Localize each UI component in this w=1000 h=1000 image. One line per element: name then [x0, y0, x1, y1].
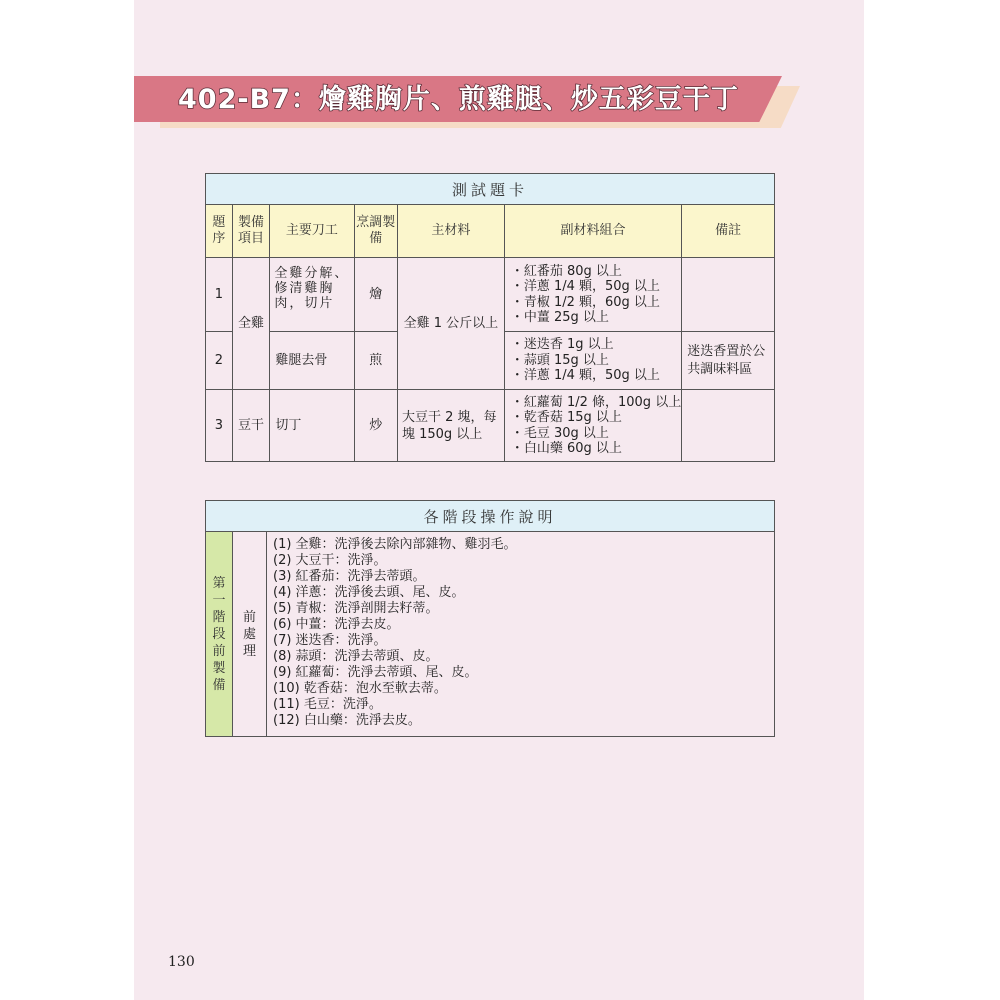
list-item: (7) 迷迭香：洗淨。 — [273, 633, 387, 648]
list-item: ・ 紅番茄 80g 以上 — [511, 264, 681, 280]
list-item: ・ 白山藥 60g 以上 — [511, 441, 681, 457]
row3-seq: 3 — [206, 390, 233, 462]
list-item: ・ 中薑 25g 以上 — [511, 310, 681, 326]
list-item: ・ 洋蔥 1/4 顆，50g 以上 — [511, 279, 681, 295]
list-item: (12) 白山藥：洗淨去皮。 — [273, 713, 421, 728]
list-item: (1) 全雞：洗淨後去除內部雜物、雞羽毛。 — [273, 537, 517, 552]
list-item: (6) 中薑：洗淨去皮。 — [273, 617, 400, 632]
stage-label-cell — [206, 532, 233, 737]
row2-knife: 雞腿去骨 — [270, 332, 354, 390]
sub-stage-label: 前 處 理 — [242, 609, 256, 659]
test-card-title: 測試題卡 — [206, 174, 775, 205]
header-main: 主材料 — [397, 205, 504, 258]
list-item: ・ 紅蘿蔔 1/2 條，100g 以上 — [511, 395, 681, 411]
list-item: ・ 洋蔥 1/4 顆，50g 以上 — [511, 368, 681, 384]
list-item: ・ 迷迭香 1g 以上 — [511, 337, 681, 353]
list-item: ・ 毛豆 30g 以上 — [511, 426, 681, 442]
list-item: (4) 洋蔥：洗淨後去頭、尾、皮。 — [273, 585, 465, 600]
operations-title: 各階段操作說明 — [206, 501, 775, 532]
table-row — [206, 258, 775, 332]
header-cook: 烹調製備 — [354, 205, 397, 258]
steps-list — [267, 532, 774, 734]
row2-side-list — [505, 337, 681, 384]
list-item: (2) 大豆干：洗淨。 — [273, 553, 387, 568]
header-knife: 主要刀工 — [270, 205, 354, 258]
row3-knife: 切丁 — [270, 390, 354, 462]
operations-table — [205, 500, 775, 737]
list-item: (5) 青椒：洗淨剖開去籽蒂。 — [273, 601, 439, 616]
merged-item-cell — [232, 258, 270, 390]
page-number: 130 — [168, 954, 195, 970]
list-item: (10) 乾香菇：泡水至軟去蒂。 — [273, 681, 447, 696]
page-title: 402-B7：燴雞胸片、煎雞腿、炒五彩豆干丁 — [178, 84, 739, 115]
row1-seq: 1 — [206, 258, 233, 332]
row3-item: 豆干 — [232, 390, 270, 462]
row1-knife: 全雞分解、修清雞胸肉，切片 — [270, 258, 354, 332]
header-side: 副材料組合 — [504, 205, 681, 258]
row3-note — [682, 390, 775, 462]
row1-side — [504, 258, 681, 332]
sub-stage-cell — [233, 532, 267, 737]
list-item: (8) 蒜頭：洗淨去蒂頭、皮。 — [273, 649, 439, 664]
row2-seq: 2 — [206, 332, 233, 390]
list-item: (3) 紅番茄：洗淨去蒂頭。 — [273, 569, 426, 584]
row1-note — [682, 258, 775, 332]
list-item: ・ 蒜頭 15g 以上 — [511, 353, 681, 369]
test-card-table — [205, 173, 775, 462]
header-note: 備註 — [682, 205, 775, 258]
list-item: (9) 紅蘿蔔：洗淨去蒂頭、尾、皮。 — [273, 665, 478, 680]
list-item: ・ 乾香菇 15g 以上 — [511, 410, 681, 426]
row3-side-list — [505, 395, 681, 457]
row2-note: 迷迭香置於公共調味料區 — [682, 332, 775, 390]
row2-cook: 煎 — [354, 332, 397, 390]
header-seq: 題序 — [206, 205, 233, 258]
table-row — [206, 390, 775, 462]
row3-side — [504, 390, 681, 462]
stage-label: 第 一 階 段 前 製 備 — [212, 575, 226, 693]
merged-main-label: 全雞 1 公斤以上 — [403, 316, 499, 331]
merged-item-label: 全雞 — [238, 316, 265, 331]
row3-main: 大豆干 2 塊，每塊 150g 以上 — [397, 390, 504, 462]
merged-main-cell — [397, 258, 504, 390]
row1-side-list — [505, 264, 681, 326]
row2-side — [504, 332, 681, 390]
steps-cell — [267, 532, 775, 737]
list-item: (11) 毛豆：洗淨。 — [273, 697, 382, 712]
list-item: ・ 青椒 1/2 顆，60g 以上 — [511, 295, 681, 311]
row1-cook: 燴 — [354, 258, 397, 332]
header-item: 製備項目 — [232, 205, 270, 258]
row3-cook: 炒 — [354, 390, 397, 462]
